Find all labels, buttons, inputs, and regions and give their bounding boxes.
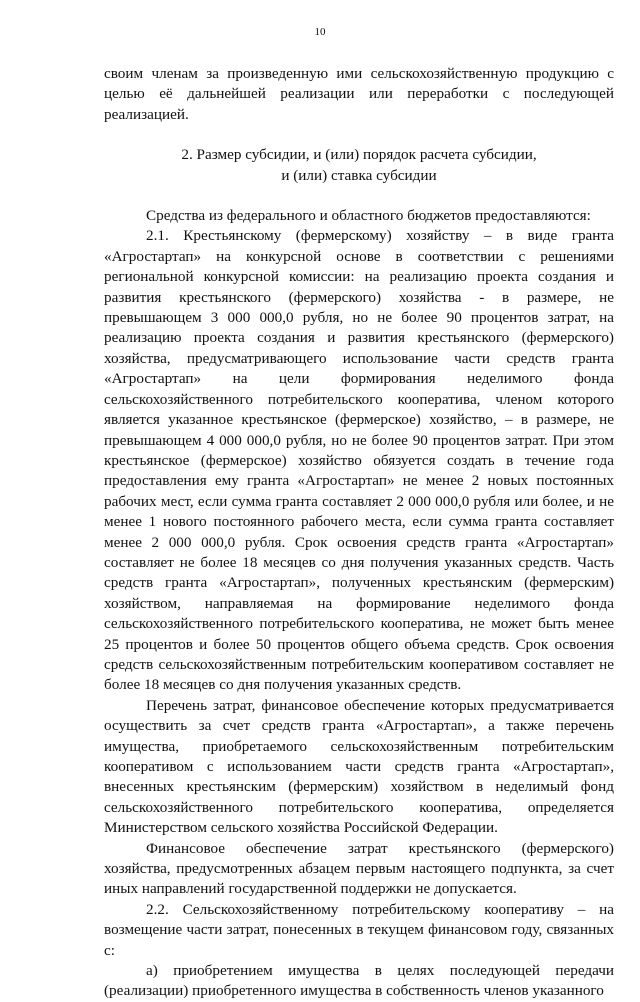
paragraph-item-a: а) приобретением имущества в целях последующей передачи (реализации) приобретенного имущества в собственность членов указанного [104, 962, 614, 1000]
section-heading-line-1: 2. Размер субсидии, и (или) порядок расчета субсидии, [181, 146, 537, 164]
paragraph-funding-sources: Средства из федерального и областного бюджетов предоставляются: [146, 207, 591, 225]
document-body [104, 64, 614, 1002]
section-heading [104, 145, 614, 186]
section-heading-line-2: и (или) ставка субсидии [281, 166, 437, 184]
intro-paragraph: своим членам за произведенную ими сельскохозяйственную продукцию с целью её дальнейшей реализации или переработки с последующей реализацией. [104, 65, 614, 123]
paragraph-cost-list: Перечень затрат, финансовое обеспечение которых предусматривается осуществить за счет средств гранта «Агростартап», а также перечень имущества, приобретаемого сельскохозяйственным потребительским кооперативом с использованием части средств гранта «Агростартап», внесенных крестьянским (фермерским) хозяйством в неделимый фонд сельскохозяйственного потребительского кооператива, определяется Министерством сельского хозяйства Российской Федерации. [104, 696, 614, 837]
paragraph-financing-restriction: Финансовое обеспечение затрат крестьянского (фермерского) хозяйства, предусмотренных абзацем первым настоящего подпункта, за счет иных направлений государственной поддержки не допускается. [104, 839, 614, 898]
paragraph-2-1-grant: 2.1. Крестьянскому (фермерскому) хозяйству – в виде гранта «Агростартап» на конкурсной основе в соответствии с решениями региональной конкурсной комиссии: на реализацию проекта создания и развития крестьянского (фермерского) хозяйства - в размере, не превышающем 3 000 000,0 рубля, но не более 90 процентов затрат, на реализацию проекта создания и развития крестьянского (фермерского) хозяйства, предусматривающего использование части средств гранта «Агростартап» на цели формирования неделимого фонда сельскохозяйственного потребительского кооператива, членом которого является указанное крестьянское (фермерское) хозяйство, – в размере, не превышающем 4 000 000,0 рубля, но не более 90 процентов затрат. При этом крестьянское (фермерское) хозяйство обязуется создать в течение года предоставления ему гранта «Агростартап» не менее 2 новых постоянных рабочих мест, если сумма гранта составляет 2 000 000,0 рубля или более, и не менее 1 нового постоянного рабочего места, если сумма гранта составляет менее 2 000 000,0 рубля. Срок освоения средств гранта «Агростартап» составляет не более 18 месяцев со дня получения указанных средств. Часть средств гранта «Агростартап», полученных крестьянским (фермерским) хозяйством, направляемая на формирование неделимого фонда сельскохозяйственного потребительского кооператива, не может быть менее 25 процентов и более 50 процентов общего объема средств. Срок освоения средств сельскохозяйственным потребительским кооперативом составляет не более 18 месяцев со дня получения указанных средств. [104, 227, 614, 694]
paragraph-2-2-cooperative: 2.2. Сельскохозяйственному потребительскому кооперативу – на возмещение части затрат, понесенных в текущем финансовом году, связанных с: [104, 900, 614, 959]
page-number: 10 [314, 26, 326, 38]
